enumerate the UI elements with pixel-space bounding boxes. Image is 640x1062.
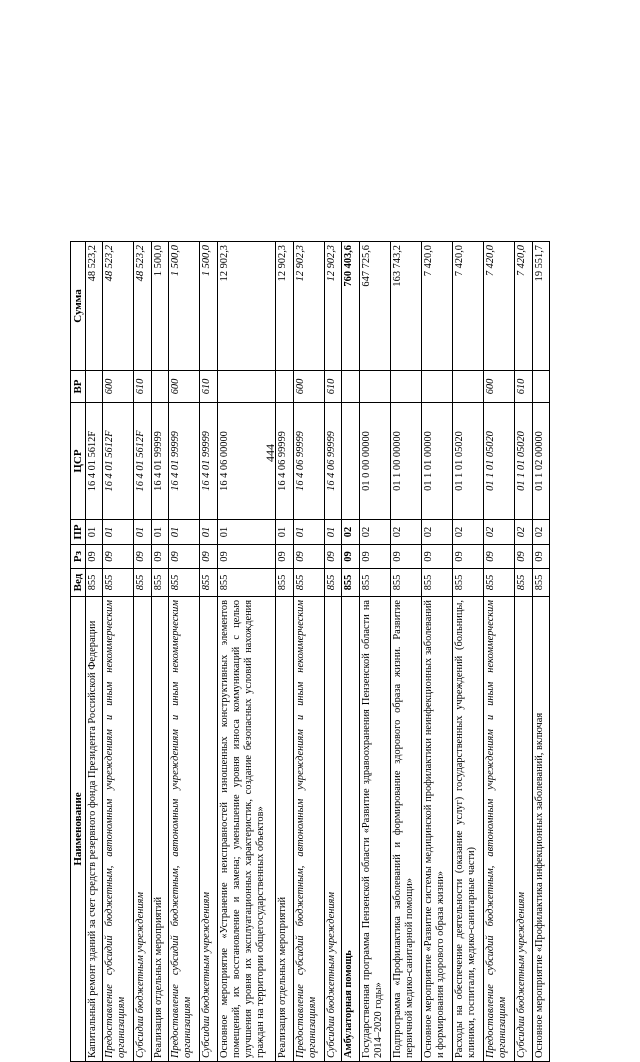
cell-name: Предоставление субсидий бюджетным, автономным учреждениям и иным некоммерческим организациям: [293, 597, 324, 1062]
cell-ved: 855: [103, 569, 134, 597]
cell-sum: 48 523,2: [86, 242, 103, 371]
cell-name: Предоставление субсидий бюджетным, автономным учреждениям и иным некоммерческим организациям: [169, 597, 200, 1062]
cell-rz: 09: [452, 545, 483, 569]
cell-csr: 01 1 00 00000: [390, 403, 421, 520]
cell-sum: 760 403,6: [342, 242, 359, 371]
cell-vr: 600: [484, 371, 515, 403]
page-number: 444: [263, 444, 277, 462]
cell-name: Основное мероприятие «Развитие системы медицинской профилактики неинфекционных заболеваний и формирования здорового образа жизни»: [421, 597, 452, 1062]
cell-rz: 09: [200, 545, 217, 569]
cell-rz: 09: [276, 545, 293, 569]
cell-pr: 02: [515, 520, 532, 545]
cell-csr: 16 4 01 5612F: [86, 403, 103, 520]
cell-rz: 09: [134, 545, 151, 569]
table-row: [276, 242, 293, 1062]
cell-vr: [276, 371, 293, 403]
cell-sum: 7 420,0: [484, 242, 515, 371]
cell-name: Предоставление субсидий бюджетным, автономным учреждениям и иным некоммерческим организациям: [103, 597, 134, 1062]
cell-pr: 02: [342, 520, 359, 545]
cell-pr: 01: [103, 520, 134, 545]
table-row: [217, 242, 276, 1062]
cell-csr: 01 0 00 00000: [359, 403, 390, 520]
header-pr: ПР: [71, 520, 86, 545]
cell-pr: 01: [217, 520, 276, 545]
cell-csr: 16 4 01 5612F: [134, 403, 151, 520]
cell-rz: 09: [359, 545, 390, 569]
table-row: [421, 242, 452, 1062]
table-row: [103, 242, 134, 1062]
cell-rz: 09: [103, 545, 134, 569]
cell-pr: 02: [390, 520, 421, 545]
table-row: [359, 242, 390, 1062]
cell-csr: 01 1 01 00000: [421, 403, 452, 520]
cell-name: Предоставление субсидий бюджетным, автономным учреждениям и иным некоммерческим организациям: [484, 597, 515, 1062]
cell-name: Капитальный ремонт зданий за счет средств резервного фонда Президента Российской Федерации: [86, 597, 103, 1062]
cell-pr: 01: [324, 520, 341, 545]
header-rz: Рз: [71, 545, 86, 569]
cell-sum: 12 902,3: [276, 242, 293, 371]
cell-name: Субсидии бюджетным учреждениям: [134, 597, 151, 1062]
table-row: [515, 242, 532, 1062]
cell-sum: 163 743,2: [390, 242, 421, 371]
cell-sum: 19 551,7: [532, 242, 549, 371]
cell-ved: 855: [484, 569, 515, 597]
cell-rz: 09: [169, 545, 200, 569]
cell-ved: 855: [293, 569, 324, 597]
cell-pr: 02: [452, 520, 483, 545]
table-row: [134, 242, 151, 1062]
cell-csr: 16 4 06 99999: [324, 403, 341, 520]
table-row: [151, 242, 168, 1062]
cell-vr: 600: [103, 371, 134, 403]
cell-sum: 12 902,3: [293, 242, 324, 371]
cell-name: Реализация отдельных мероприятий: [276, 597, 293, 1062]
table-row: [86, 242, 103, 1062]
header-ved: Вед: [71, 569, 86, 597]
table-row: [452, 242, 483, 1062]
cell-vr: 600: [293, 371, 324, 403]
cell-sum: 1 500,0: [151, 242, 168, 371]
cell-ved: 855: [515, 569, 532, 597]
cell-ved: 855: [217, 569, 276, 597]
cell-ved: 855: [342, 569, 359, 597]
cell-name: Государственная программа Пензенской области «Развитие здравоохранения Пензенской области на 2014–2020 годы»: [359, 597, 390, 1062]
cell-sum: 48 523,2: [103, 242, 134, 371]
table-row: [532, 242, 549, 1062]
cell-vr: 600: [169, 371, 200, 403]
cell-name: Амбулаторная помощь: [342, 597, 359, 1062]
cell-pr: 02: [484, 520, 515, 545]
cell-rz: 09: [515, 545, 532, 569]
cell-name: Расходы на обеспечение деятельности (оказание услуг) государственных учреждений (больницы, клиники, госпитали, медико-санитарные части): [452, 597, 483, 1062]
header-csr: ЦСР: [71, 403, 86, 520]
budget-table: [70, 241, 550, 1062]
cell-ved: 855: [359, 569, 390, 597]
table-row: [342, 242, 359, 1062]
cell-sum: 48 523,2: [134, 242, 151, 371]
cell-rz: 09: [86, 545, 103, 569]
cell-ved: 855: [421, 569, 452, 597]
table-row: [293, 242, 324, 1062]
cell-name: Основное мероприятие «Профилактика инфекционных заболеваний, включая: [532, 597, 549, 1062]
table-row: [324, 242, 341, 1062]
cell-pr: 01: [169, 520, 200, 545]
cell-ved: 855: [151, 569, 168, 597]
cell-ved: 855: [86, 569, 103, 597]
cell-csr: 16 4 01 99999: [200, 403, 217, 520]
cell-csr: 16 4 01 99999: [151, 403, 168, 520]
cell-rz: 09: [484, 545, 515, 569]
cell-vr: [151, 371, 168, 403]
cell-ved: 855: [200, 569, 217, 597]
cell-rz: 09: [217, 545, 276, 569]
cell-vr: 610: [515, 371, 532, 403]
cell-pr: 01: [151, 520, 168, 545]
cell-sum: 12 902,3: [217, 242, 276, 371]
cell-pr: 01: [276, 520, 293, 545]
cell-pr: 02: [532, 520, 549, 545]
cell-csr: 16 4 06 99999: [276, 403, 293, 520]
cell-csr: 16 4 01 99999: [169, 403, 200, 520]
cell-rz: 09: [532, 545, 549, 569]
cell-name: Подпрограмма «Профилактика заболеваний и формирование здорового образа жизни. Развитие первичной медико-санитарной помощи»: [390, 597, 421, 1062]
cell-rz: 09: [390, 545, 421, 569]
cell-sum: 7 420,0: [421, 242, 452, 371]
header-name: Наименование: [71, 597, 86, 1062]
rotated-table-container: [70, 242, 550, 1062]
cell-vr: 610: [134, 371, 151, 403]
cell-ved: 855: [390, 569, 421, 597]
cell-rz: 09: [151, 545, 168, 569]
cell-sum: 7 420,0: [452, 242, 483, 371]
cell-rz: 09: [421, 545, 452, 569]
cell-vr: 610: [324, 371, 341, 403]
table-row: [390, 242, 421, 1062]
cell-ved: 855: [169, 569, 200, 597]
cell-vr: 610: [200, 371, 217, 403]
table-body: [86, 242, 550, 1062]
cell-name: Субсидии бюджетным учреждениям: [200, 597, 217, 1062]
cell-sum: 12 902,3: [324, 242, 341, 371]
cell-vr: [532, 371, 549, 403]
cell-sum: 7 420,0: [515, 242, 532, 371]
cell-csr: 01 1 02 00000: [532, 403, 549, 520]
cell-csr: 01 1 01 05020: [484, 403, 515, 520]
cell-ved: 855: [452, 569, 483, 597]
cell-name: Субсидии бюджетным учреждениям: [324, 597, 341, 1062]
cell-rz: 09: [293, 545, 324, 569]
cell-rz: 09: [324, 545, 341, 569]
cell-sum: 1 500,0: [200, 242, 217, 371]
table-row: [200, 242, 217, 1062]
table-header-row: [71, 242, 86, 1062]
cell-pr: 01: [134, 520, 151, 545]
cell-vr: [421, 371, 452, 403]
cell-pr: 01: [293, 520, 324, 545]
cell-rz: 09: [342, 545, 359, 569]
cell-pr: 02: [421, 520, 452, 545]
cell-csr: 16 4 06 00000: [217, 403, 276, 520]
cell-ved: 855: [134, 569, 151, 597]
cell-vr: [390, 371, 421, 403]
table-row: [169, 242, 200, 1062]
cell-vr: [86, 371, 103, 403]
cell-pr: 01: [200, 520, 217, 545]
cell-vr: [359, 371, 390, 403]
cell-name: Основное мероприятие «Устранение неисправностей изношенных конструктивных элементов помещений, их восстановление и замена; уменьшение уровня износа коммуникаций с целью улучшения уровня их эксплуатационных характеристик, создание безопасных условий нахождения граждан на территории общегосударственных объектов»: [217, 597, 276, 1062]
cell-vr: [342, 371, 359, 403]
cell-name: Субсидии бюджетным учреждениям: [515, 597, 532, 1062]
cell-pr: 02: [359, 520, 390, 545]
cell-pr: 01: [86, 520, 103, 545]
cell-csr: 01 1 01 05020: [515, 403, 532, 520]
cell-csr: 16 4 06 99999: [293, 403, 324, 520]
cell-ved: 855: [532, 569, 549, 597]
table-row: [484, 242, 515, 1062]
cell-ved: 855: [276, 569, 293, 597]
cell-csr: [342, 403, 359, 520]
cell-vr: [217, 371, 276, 403]
header-vr: ВР: [71, 371, 86, 403]
cell-ved: 855: [324, 569, 341, 597]
cell-sum: 647 725,6: [359, 242, 390, 371]
cell-vr: [452, 371, 483, 403]
cell-csr: 01 1 01 05020: [452, 403, 483, 520]
header-sum: Сумма: [71, 242, 86, 371]
cell-csr: 16 4 01 5612F: [103, 403, 134, 520]
cell-sum: 1 500,0: [169, 242, 200, 371]
cell-name: Реализация отдельных мероприятий: [151, 597, 168, 1062]
